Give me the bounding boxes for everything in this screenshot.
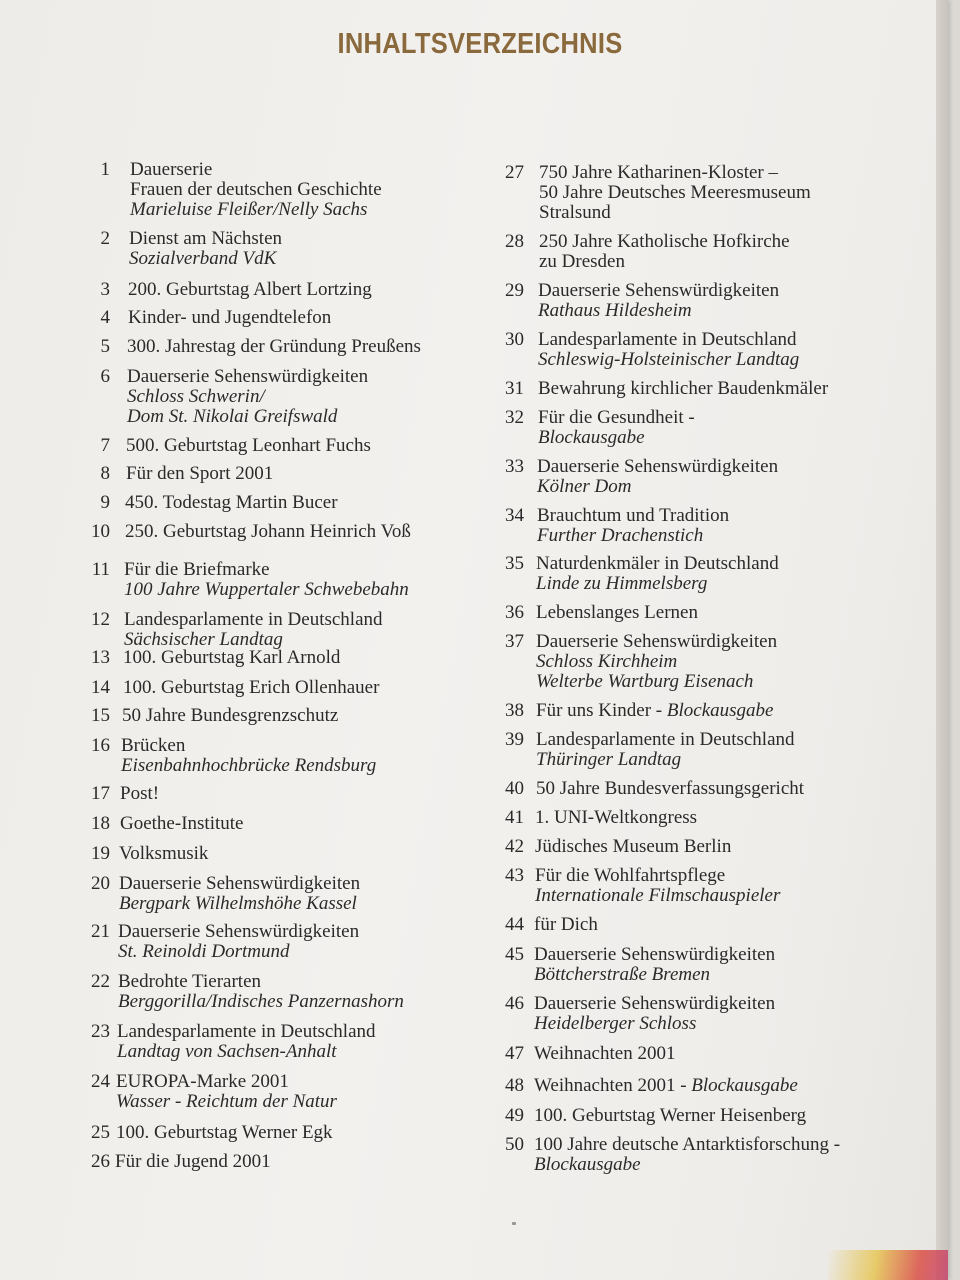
toc-entry-title: Dauerserie Sehenswürdigkeiten: [119, 873, 361, 894]
toc-entry-title: 200. Geburtstag Albert Lortzing: [128, 279, 372, 300]
toc-entry-number: 20: [91, 873, 110, 894]
toc-entry-title: Dienst am Nächsten: [129, 228, 283, 249]
toc-entry-text: [118, 972, 404, 1012]
toc-entry-text: [115, 1152, 271, 1172]
toc-entry-text: [534, 1106, 806, 1126]
toc-entry-text: [536, 554, 779, 594]
toc-entry-text: [536, 779, 804, 799]
toc-entry-title: 50 Jahre Bundesgrenzschutz: [122, 705, 339, 726]
toc-entry-inline-italic: Blockausgabe: [691, 1075, 798, 1096]
toc-entry-subtitle: Bergpark Wilhelmshöhe Kassel: [119, 893, 357, 914]
toc-entry-number: 47: [505, 1043, 524, 1064]
toc-entry-text: [119, 874, 360, 914]
toc-entry-title: Landesparlamente in Deutschland: [117, 1021, 376, 1042]
toc-entry-subtitle: Schleswig-Holsteinischer Landtag: [538, 349, 800, 370]
toc-entry-subtitle: Berggorilla/Indisches Panzernashorn: [118, 991, 404, 1012]
toc-entry-text: [535, 808, 697, 828]
page-title: INHALTSVERZEICHNIS: [337, 28, 623, 60]
toc-entry-number: 25: [91, 1122, 110, 1143]
toc-entry-title: Landesparlamente in Deutschland: [538, 329, 797, 350]
toc-entry-text: [535, 837, 731, 857]
toc-entry-number: 10: [91, 521, 110, 542]
toc-entry-title: Dauerserie Sehenswürdigkeiten: [536, 631, 778, 652]
toc-entry-number: 34: [505, 505, 524, 526]
toc-entry-text: [538, 281, 779, 321]
toc-entry-title: 50 Jahre Bundesverfassungsgericht: [536, 778, 805, 799]
toc-entry-text: [536, 701, 773, 721]
toc-entry-text: [125, 522, 411, 542]
toc-entry-title: Goethe-Institute: [120, 813, 244, 834]
toc-entry-title: Landesparlamente in Deutschland: [536, 729, 795, 750]
toc-entry-text: [122, 706, 338, 726]
toc-entry-text: [127, 337, 421, 357]
toc-entry-title: 750 Jahre Katharinen-Kloster –: [539, 162, 779, 183]
toc-entry-text: [117, 1022, 376, 1062]
toc-entry-text: [120, 784, 159, 804]
toc-entry-text: [124, 610, 383, 650]
toc-entry-inline-italic: Blockausgabe: [666, 700, 774, 721]
toc-entry-text: [539, 163, 811, 223]
toc-entry-text: [534, 915, 598, 935]
toc-entry-title-line: [534, 1076, 798, 1096]
toc-entry-number: 7: [100, 435, 110, 456]
toc-entry-subtitle: Landtag von Sachsen-Anhalt: [117, 1041, 337, 1062]
toc-entry-text: [123, 648, 340, 668]
toc-entry-number: 17: [91, 783, 110, 804]
toc-entry-title: Kinder- und Jugendtelefon: [128, 307, 332, 328]
toc-entry-number: 12: [91, 609, 110, 630]
toc-entry-number: 19: [91, 843, 110, 864]
toc-entry-text: [536, 603, 698, 623]
toc-entry-number: 6: [100, 366, 110, 387]
toc-entry-number: 13: [91, 647, 110, 668]
toc-entry-text: [116, 1072, 337, 1112]
toc-entry-number: 42: [505, 836, 524, 857]
toc-entry-number: 1: [100, 159, 110, 180]
toc-entry-number: 30: [505, 329, 524, 350]
toc-entry-title: 100. Geburtstag Karl Arnold: [123, 647, 341, 668]
toc-entry-text: [536, 632, 777, 692]
toc-entry-title: Naturdenkmäler in Deutschland: [536, 553, 779, 574]
page-dot: [512, 1222, 516, 1225]
toc-entry-subtitle: Rathaus Hildesheim: [538, 300, 692, 321]
toc-entry-number: 48: [505, 1075, 524, 1096]
toc-entry-subtitle: Blockausgabe: [538, 427, 645, 448]
toc-entry-number: 22: [91, 971, 110, 992]
toc-entry-number: 28: [505, 231, 524, 252]
toc-entry-title: Dauerserie Sehenswürdigkeiten: [127, 366, 369, 387]
toc-entry-text: [539, 232, 790, 272]
toc-entry-title: 300. Jahrestag der Gründung Preußens: [127, 336, 421, 357]
toc-entry-number: 35: [505, 553, 524, 574]
toc-entry-text: [538, 408, 695, 448]
toc-entry-subtitle: 100 Jahre Wuppertaler Schwebebahn: [124, 579, 409, 600]
toc-entry-text: [534, 1044, 675, 1064]
toc-entry-text: [538, 330, 799, 370]
toc-entry-text: [126, 464, 273, 484]
toc-entry-title: 100. Geburtstag Werner Heisenberg: [534, 1105, 807, 1126]
toc-entry-title: 250 Jahre Katholische Hofkirche: [539, 231, 790, 252]
toc-entry-title: 100. Geburtstag Werner Egk: [116, 1122, 333, 1143]
toc-entry-number: 4: [100, 307, 110, 328]
toc-entry-number: 2: [100, 228, 110, 249]
toc-entry-number: 5: [100, 336, 110, 357]
toc-entry-subtitle: Stralsund: [539, 202, 611, 223]
toc-entry-subtitle: Schloss Schwerin/: [127, 386, 265, 407]
toc-entry-title: Für die Briefmarke: [124, 559, 270, 580]
toc-entry-subtitle: Welterbe Wartburg Eisenach: [536, 671, 754, 692]
toc-entry-title: Dauerserie Sehenswürdigkeiten: [118, 921, 360, 942]
toc-entry-number: 14: [91, 677, 110, 698]
toc-entry-title: EUROPA-Marke 2001: [116, 1071, 289, 1092]
toc-entry-subtitle: Eisenbahnhochbrücke Rendsburg: [121, 755, 377, 776]
toc-entry-number: 18: [91, 813, 110, 834]
toc-entry-title: Weihnachten 2001: [534, 1043, 676, 1064]
toc-entry-number: 33: [505, 456, 524, 477]
toc-entry-text: [537, 457, 778, 497]
toc-entry-title: 1. UNI-Weltkongress: [535, 807, 698, 828]
toc-entry-title: Lebenslanges Lernen: [536, 602, 698, 623]
toc-entry-title: Für die Wohlfahrtspflege: [535, 865, 726, 886]
toc-entry-number: 49: [505, 1105, 524, 1126]
decorative-corner: [828, 1250, 948, 1280]
toc-entry-title: Für die Gesundheit -: [538, 407, 695, 428]
toc-entry-number: 11: [91, 559, 110, 580]
toc-entry-title-line: [536, 701, 773, 721]
toc-entry-text: [126, 436, 371, 456]
toc-entry-number: 36: [505, 602, 524, 623]
toc-entry-text: [535, 866, 780, 906]
toc-entry-title: Landesparlamente in Deutschland: [124, 609, 383, 630]
toc-entry-number: 31: [505, 378, 524, 399]
toc-entry-title: Für die Jugend 2001: [115, 1151, 271, 1172]
toc-entry-text: [121, 736, 376, 776]
toc-entry-title: Dauerserie: [130, 159, 213, 180]
toc-entry-title: 100 Jahre deutsche Antarktisforschung -: [534, 1134, 841, 1155]
toc-entry-subtitle: Blockausgabe: [534, 1154, 641, 1175]
toc-entry-subtitle: Marieluise Fleißer/Nelly Sachs: [130, 199, 368, 220]
toc-entry-number: 9: [100, 492, 110, 513]
toc-entry-text: [119, 844, 208, 864]
toc-entry-number: 27: [505, 162, 524, 183]
toc-entry-title: Volksmusik: [119, 843, 209, 864]
toc-entry-text: [534, 1135, 840, 1175]
toc-entry-title: Für uns Kinder -: [536, 700, 667, 721]
page-edge: [936, 0, 948, 1280]
toc-entry-subtitle: Sächsischer Landtag: [124, 629, 283, 650]
toc-entry-number: 41: [505, 807, 524, 828]
toc-entry-number: 37: [505, 631, 524, 652]
toc-entry-number: 50: [505, 1134, 524, 1155]
toc-entry-number: 16: [91, 735, 110, 756]
toc-entry-number: 23: [91, 1021, 110, 1042]
toc-entry-subtitle: Thüringer Landtag: [536, 749, 682, 770]
toc-entry-text: [118, 922, 359, 962]
toc-entry-subtitle: Internationale Filmschauspieler: [535, 885, 781, 906]
toc-entry-text: [536, 730, 795, 770]
toc-entry-title: Brücken: [121, 735, 186, 756]
toc-entry-number: 26: [91, 1151, 110, 1172]
toc-entry-title: Post!: [120, 783, 160, 804]
toc-entry-text: [125, 493, 338, 513]
toc-entry-text: [124, 560, 409, 600]
toc-entry-subtitle: Dom St. Nikolai Greifswald: [127, 406, 338, 427]
toc-entry-title: 500. Geburtstag Leonhart Fuchs: [126, 435, 371, 456]
toc-entry-subtitle: 50 Jahre Deutsches Meeresmuseum: [539, 182, 811, 203]
toc-entry-text: [128, 308, 331, 328]
toc-entry-text: [116, 1123, 333, 1143]
toc-entry-number: 46: [505, 993, 524, 1014]
toc-entry-number: 24: [91, 1071, 110, 1092]
toc-entry-number: 45: [505, 944, 524, 965]
toc-entry-subtitle: St. Reinoldi Dortmund: [118, 941, 290, 962]
toc-entry-number: 40: [505, 778, 524, 799]
toc-entry-number: 38: [505, 700, 524, 721]
toc-entry-number: 39: [505, 729, 524, 750]
toc-entry-number: 15: [91, 705, 110, 726]
toc-entry-title: Dauerserie Sehenswürdigkeiten: [537, 456, 779, 477]
toc-entry-title: 100. Geburtstag Erich Ollenhauer: [123, 677, 380, 698]
toc-entry-number: 21: [91, 921, 110, 942]
toc-entry-subtitle: Sozialverband VdK: [129, 248, 277, 269]
toc-entry-number: 8: [100, 463, 110, 484]
toc-entry-subtitle: Schloss Kirchheim: [536, 651, 678, 672]
toc-entry-title: 250. Geburtstag Johann Heinrich Voß: [125, 521, 411, 542]
toc-entry-text: [534, 994, 775, 1034]
toc-entry-title: Jüdisches Museum Berlin: [535, 836, 732, 857]
toc-entry-text: [129, 229, 282, 269]
toc-entry-number: 44: [505, 914, 524, 935]
toc-entry-number: 43: [505, 865, 524, 886]
toc-entry-number: 32: [505, 407, 524, 428]
toc-entry-text: [120, 814, 243, 834]
toc-entry-subtitle: Linde zu Himmelsberg: [536, 573, 708, 594]
toc-entry-title: Bedrohte Tierarten: [118, 971, 262, 992]
toc-entry-subtitle: Böttcherstraße Bremen: [534, 964, 711, 985]
toc-entry-number: 3: [100, 279, 110, 300]
toc-entry-subtitle: Kölner Dom: [537, 476, 632, 497]
toc-entry-text: [130, 160, 382, 220]
toc-entry-text: [127, 367, 368, 427]
toc-entry-text: [534, 1076, 798, 1096]
toc-entry-subtitle: Frauen der deutschen Geschichte: [130, 179, 382, 200]
toc-entry-text: [538, 379, 828, 399]
toc-entry-number: 29: [505, 280, 524, 301]
toc-entry-title: für Dich: [534, 914, 598, 935]
toc-entry-title: Weihnachten 2001 -: [534, 1075, 692, 1096]
toc-entry-subtitle: Further Drachenstich: [537, 525, 704, 546]
toc-entry-title: Dauerserie Sehenswürdigkeiten: [534, 993, 776, 1014]
toc-entry-text: [128, 280, 372, 300]
toc-entry-title: Für den Sport 2001: [126, 463, 274, 484]
toc-entry-subtitle: zu Dresden: [539, 251, 625, 272]
toc-entry-text: [537, 506, 729, 546]
toc-entry-subtitle: Wasser - Reichtum der Natur: [116, 1091, 337, 1112]
toc-entry-text: [534, 945, 775, 985]
toc-entry-title: Dauerserie Sehenswürdigkeiten: [538, 280, 780, 301]
toc-entry-title: 450. Todestag Martin Bucer: [125, 492, 338, 513]
toc-entry-title: Brauchtum und Tradition: [537, 505, 730, 526]
toc-entry-subtitle: Heidelberger Schloss: [534, 1013, 697, 1034]
toc-entry-title: Bewahrung kirchlicher Baudenkmäler: [538, 378, 829, 399]
toc-entry-text: [123, 678, 379, 698]
toc-entry-title: Dauerserie Sehenswürdigkeiten: [534, 944, 776, 965]
